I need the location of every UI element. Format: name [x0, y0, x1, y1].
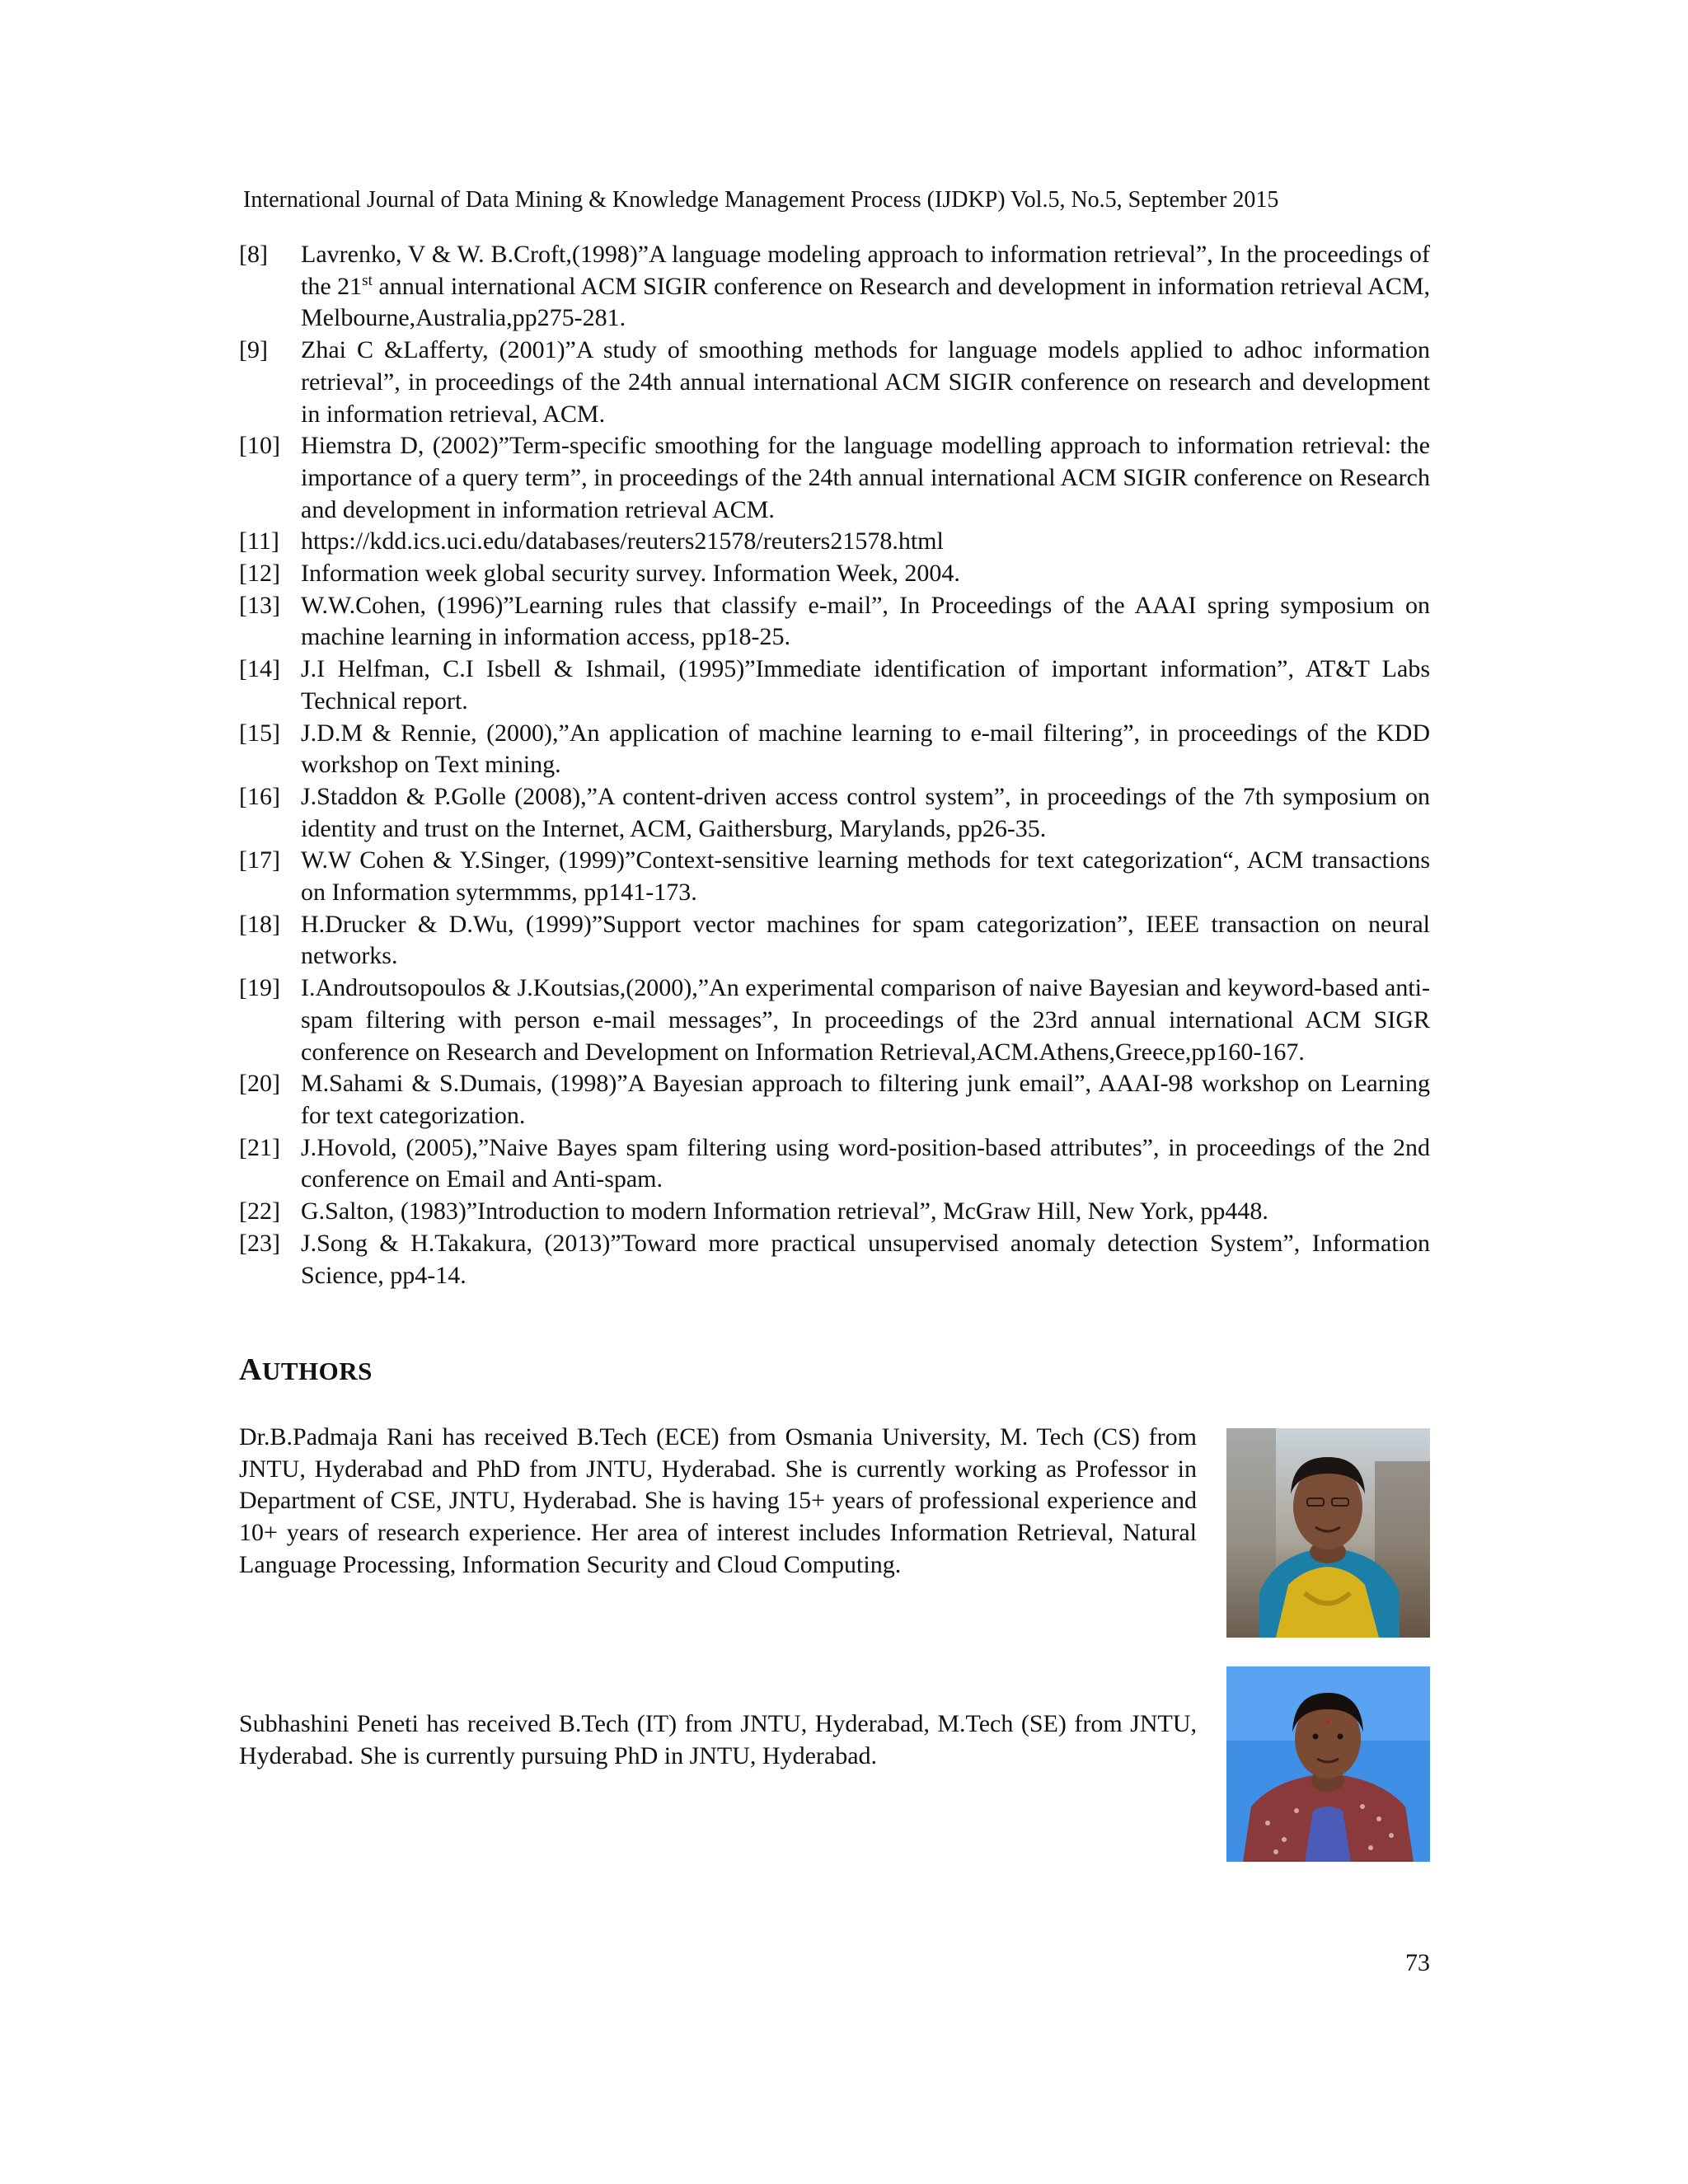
- reference-item: [239, 972, 1430, 1068]
- reference-number: [22]: [239, 1197, 280, 1226]
- reference-url[interactable]: https://kdd.ics.uci.edu/databases/reuters21578/reuters21578.html: [301, 527, 944, 555]
- reference-item: [239, 590, 1430, 654]
- reference-text: J.Staddon & P.Golle (2008),”A content-driven access control system”, in proceedings of the 7th symposium on identity and trust on the Internet, ACM, Gaithersburg, Marylands, pp26-35.: [301, 782, 1430, 842]
- reference-item: [239, 335, 1430, 430]
- reference-number: [13]: [239, 591, 280, 619]
- reference-item: [239, 781, 1430, 845]
- reference-number: [23]: [239, 1229, 280, 1257]
- reference-text: J.Hovold, (2005),”Naive Bayes spam filtering using word-position-based attributes”, in proceedings of the 2nd conference on Email and Anti-spam.: [301, 1133, 1430, 1193]
- author-photo-image: [1226, 1428, 1430, 1638]
- reference-number: [18]: [239, 910, 280, 938]
- reference-item: [239, 558, 1430, 590]
- reference-text: G.Salton, (1983)”Introduction to modern Information retrieval”, McGraw Hill, New York, pp448.: [301, 1197, 1268, 1226]
- reference-number: [11]: [239, 527, 279, 555]
- reference-item: [239, 845, 1430, 908]
- reference-text: J.D.M & Rennie, (2000),”An application of machine learning to e-mail filtering”, in proceedings of the KDD workshop on Text mining.: [301, 719, 1430, 779]
- reference-text: Zhai C &Lafferty, (2001)”A study of smoothing methods for language models applied to adhoc information retrieval”, in proceedings of the 24th annual international ACM SIGIR conference on research and development in information retrieval, ACM.: [301, 336, 1430, 428]
- reference-number: [9]: [239, 336, 268, 364]
- author-bio: Dr.B.Padmaja Rani has received B.Tech (ECE) from Osmania University, M. Tech (CS) from JNTU, Hyderabad and PhD from JNTU, Hyderabad. She is currently working as Professor in Department of CSE, JNTU, Hyderabad. She is having 15+ years of professional experience and 10+ years of research experience. Her area of interest includes Information Retrieval, Natural Language Processing, Information Security and Cloud Computing.: [239, 1423, 1197, 1578]
- reference-item: [239, 1228, 1430, 1291]
- reference-text: Hiemstra D, (2002)”Term-specific smoothing for the language modelling approach to information retrieval: the importance of a query term”, in proceedings of the 24th annual international ACM SIGIR conference on Research and development in information retrieval ACM.: [301, 432, 1430, 523]
- reference-text: [301, 239, 1430, 335]
- reference-text: Information week global security survey. Information Week, 2004.: [301, 560, 960, 588]
- reference-number: [16]: [239, 782, 280, 810]
- reference-item: [239, 430, 1430, 526]
- authors-heading: [239, 1352, 373, 1388]
- reference-item: [239, 718, 1430, 781]
- reference-number: [12]: [239, 560, 280, 588]
- reference-text: J.Song & H.Takakura, (2013)”Toward more practical unsupervised anomaly detection System”, Information Science, pp4-14.: [301, 1229, 1430, 1289]
- reference-item: [239, 1196, 1430, 1228]
- reference-number: [10]: [239, 432, 280, 460]
- ordinal-superscript: st: [362, 271, 373, 289]
- reference-number: [21]: [239, 1133, 280, 1161]
- reference-number: [15]: [239, 719, 280, 747]
- author-photo-image: [1226, 1666, 1430, 1862]
- authors-heading-initial: A: [239, 1352, 262, 1387]
- reference-text: I.Androutsopoulos & J.Koutsias,(2000),”An experimental comparison of naive Bayesian and keyword-based anti-spam filtering with person e-mail messages”, In proceedings of the 23rd annual international ACM SIGR conference on Research and Development on Information Retrieval,ACM.Athens,Greece,pp160-167.: [301, 974, 1430, 1066]
- journal-header: International Journal of Data Mining & Knowledge Management Process (IJDKP) Vol.5, No.5, September 2015: [243, 187, 1279, 213]
- reference-text-part: Lavrenko, V & W. B.Croft,(1998)”A language modeling approach to information retrieval”, In the proceedings of the 21: [301, 241, 1430, 300]
- author-photo: [1226, 1666, 1430, 1862]
- reference-text: J.I Helfman, C.I Isbell & Ishmail, (1995)”Immediate identification of important information”, AT&T Labs Technical report.: [301, 655, 1430, 715]
- reference-number: [20]: [239, 1070, 280, 1098]
- authors-heading-rest: UTHORS: [261, 1357, 373, 1385]
- reference-item: [239, 239, 1430, 335]
- reference-item: [239, 909, 1430, 972]
- reference-text: M.Sahami & S.Dumais, (1998)”A Bayesian approach to filtering junk email”, AAAI-98 workshop on Learning for text categorization.: [301, 1070, 1430, 1129]
- reference-text: W.W Cohen & Y.Singer, (1999)”Context-sensitive learning methods for text categorization“, ACM transactions on Information sytermmms, pp141-173.: [301, 846, 1430, 907]
- reference-item: [239, 1132, 1430, 1196]
- reference-text: W.W.Cohen, (1996)”Learning rules that classify e-mail”, In Proceedings of the AAAI spring symposium on machine learning in information access, pp18-25.: [301, 591, 1430, 651]
- author-bio: Subhashini Peneti has received B.Tech (IT) from JNTU, Hyderabad, M.Tech (SE) from JNTU, Hyderabad. She is currently pursuing PhD in JNTU, Hyderabad.: [239, 1710, 1197, 1769]
- author-photo: [1226, 1428, 1430, 1638]
- page-number: 73: [1405, 1949, 1430, 1976]
- reference-item: [239, 526, 1430, 558]
- reference-text-part: annual international ACM SIGIR conference on Research and development in information retrieval ACM, Melbourne,Australia,pp275-281.: [301, 272, 1431, 332]
- reference-number: [19]: [239, 974, 280, 1002]
- reference-number: [8]: [239, 241, 268, 268]
- reference-number: [17]: [239, 846, 280, 874]
- reference-item: [239, 654, 1430, 717]
- reference-text: H.Drucker & D.Wu, (1999)”Support vector machines for spam categorization”, IEEE transaction on neural networks.: [301, 910, 1430, 970]
- reference-number: [14]: [239, 655, 280, 683]
- reference-item: [239, 1068, 1430, 1132]
- reference-list: [239, 239, 1430, 1291]
